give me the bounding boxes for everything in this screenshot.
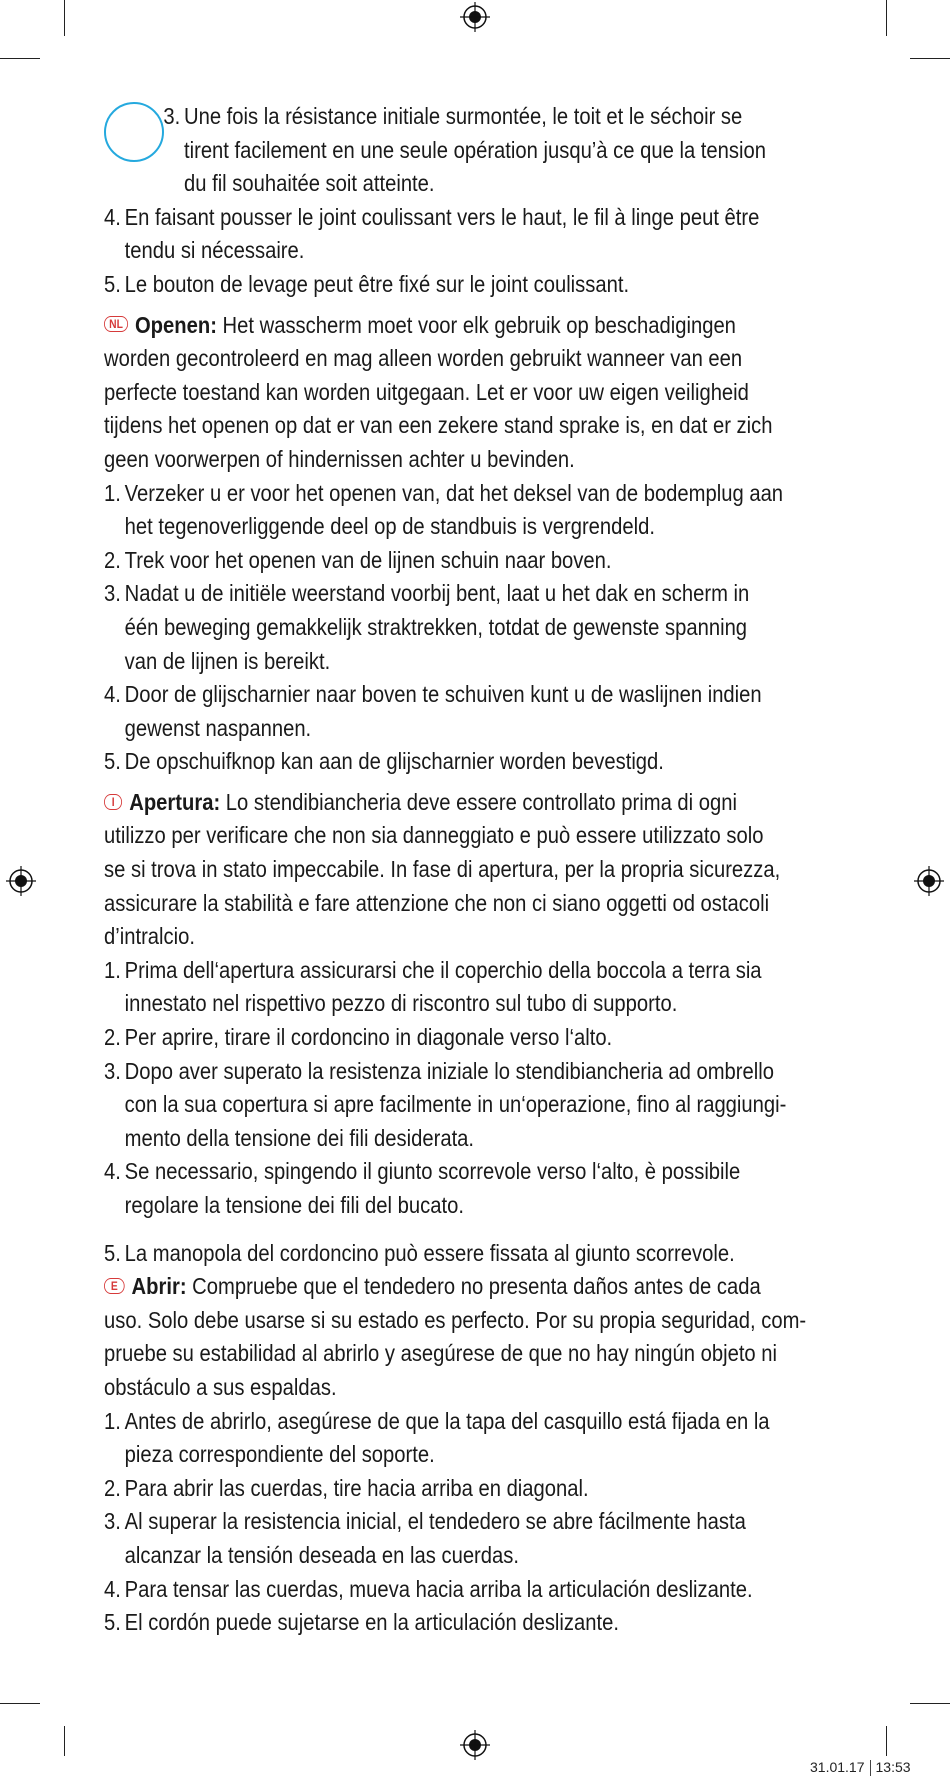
list-item [104, 268, 844, 302]
item-number: 3. [104, 1057, 121, 1084]
text-line: obstáculo a sus espaldas. [104, 1373, 337, 1400]
text-line: één beweging gemakkelijk straktrekken, totdat de gewenste spanning [124, 613, 748, 640]
item-number: 3. [104, 580, 121, 607]
text-line: Door de glijscharnier naar boven te schuiven kunt u de waslijnen indien [124, 681, 762, 708]
text-line: tirent facilement en une seule opération jusqu’à ce que la tension [183, 136, 766, 163]
fr-section [104, 100, 844, 201]
crop-mark [886, 1726, 887, 1756]
text-line: Se necessario, spingendo il giunto scorrevole verso l‘alto, è possibile [124, 1158, 741, 1185]
text-line: tijdens het openen op dat er van een zekere stand sprake is, en dat er zich [104, 412, 773, 439]
item-number: 1. [104, 956, 121, 983]
list-item [104, 577, 844, 678]
registration-mark-icon [460, 1730, 490, 1760]
text-line: regolare la tensione dei fili del bucato. [124, 1192, 464, 1218]
language-badge-it: I [104, 794, 122, 810]
section-heading: Apertura: [129, 788, 221, 815]
list-item [104, 678, 844, 745]
item-number: 5. [104, 270, 121, 297]
text-line: La manopola del cordoncino può essere fissata al giunto scorrevole. [124, 1239, 735, 1266]
text-line: De opschuifknop kan aan de glijscharnier worden bevestigd. [124, 748, 664, 775]
es-section [104, 1270, 844, 1640]
section-heading: Openen: [134, 311, 217, 338]
list-item [104, 745, 844, 779]
registration-mark-icon [6, 866, 36, 896]
item-number: 3. [163, 103, 181, 129]
list-item [104, 201, 844, 268]
text-line: El cordón puede sujetarse en la articulación deslizante. [124, 1609, 619, 1636]
item-number: 4. [104, 1575, 121, 1602]
footer-divider [870, 1760, 871, 1776]
list-item [104, 544, 844, 578]
text-line: se si trova in stato impeccabile. In fase di apertura, per la propria sicurezza, [104, 856, 781, 883]
list-item [104, 1472, 844, 1506]
text-line: Verzeker u er voor het openen van, dat het deksel van de bodemplug aan [124, 479, 784, 506]
list-item [104, 1606, 844, 1640]
text-line: du fil souhaitée soit atteinte. [183, 170, 435, 197]
text-line: utilizzo per verificare che non sia danneggiato e può essere utilizzato solo [104, 822, 764, 849]
list-item [104, 1505, 844, 1572]
list-item [104, 1155, 844, 1222]
item-number: 5. [104, 1609, 121, 1636]
text-line: Het wasscherm moet voor elk gebruik op beschadigingen [222, 311, 736, 338]
text-line: Al superar la resistencia inicial, el tendedero se abre fácilmente hasta [124, 1508, 746, 1535]
text-line: innestato nel rispettivo pezzo di riscontro sul tubo di supporto. [124, 990, 678, 1017]
item-number: 4. [104, 203, 121, 230]
item-number: 1. [104, 479, 121, 506]
text-line: assicurare la stabilità e fare attenzione che non ci siano oggetti od ostacoli [104, 889, 770, 916]
text-line: pruebe su estabilidad al abrirlo y asegúrese de que no hay ningún objeto ni [104, 1340, 778, 1367]
list-item [104, 1573, 844, 1607]
crop-mark [910, 1703, 950, 1704]
text-line: Trek voor het openen van de lijnen schuin naar boven. [124, 546, 612, 573]
crop-mark [910, 58, 950, 59]
registration-mark-icon [460, 2, 490, 32]
text-line: Para abrir las cuerdas, tire hacia arriba en diagonal. [124, 1474, 589, 1501]
text-line: perfecte toestand kan worden uitgegaan. Let er voor uw eigen veiligheid [104, 378, 749, 405]
item-number: 2. [104, 546, 121, 573]
text-line: uso. Solo debe usarse si su estado es perfecto. Por su propia seguridad, com- [104, 1306, 807, 1333]
text-line: tendu si nécessaire. [124, 237, 305, 264]
section-heading: Abrir: [131, 1273, 187, 1300]
text-line: Para tensar las cuerdas, mueva hacia arriba la articulación deslizante. [124, 1575, 753, 1602]
item-number: 1. [104, 1407, 121, 1434]
list-item [104, 1055, 844, 1156]
list-item [104, 954, 844, 1021]
list-item [104, 1021, 844, 1055]
crop-mark [0, 58, 40, 59]
text-line: Per aprire, tirare il cordoncino in diagonale verso l‘alto. [124, 1024, 613, 1051]
list-item [104, 1405, 844, 1472]
print-footer [810, 1759, 911, 1776]
crop-mark [0, 1703, 40, 1704]
text-line: Le bouton de levage peut être fixé sur le joint coulissant. [124, 270, 630, 297]
text-line: worden gecontroleerd en mag alleen worden gebruikt wanneer van een [104, 345, 743, 372]
text-line: En faisant pousser le joint coulissant vers le haut, le fil à linge peut être [124, 203, 760, 230]
text-line: het tegenoverliggende deel op de standbuis is vergrendeld. [124, 513, 655, 540]
crop-mark [64, 1726, 65, 1756]
item-number: 2. [104, 1474, 121, 1501]
text-line: gewenst naspannen. [124, 714, 312, 741]
text-line: Une fois la résistance initiale surmontée, le toit et le séchoir se [183, 103, 743, 129]
document-body [104, 100, 844, 1640]
item-number: 4. [104, 681, 121, 708]
item-number: 3. [104, 1508, 121, 1535]
language-badge-nl: NL [104, 316, 128, 332]
text-line: mento della tensione dei fili desiderata. [124, 1124, 475, 1151]
text-line: pieza correspondiente del soporte. [124, 1441, 435, 1468]
nl-section [104, 309, 844, 779]
item-number: 5. [104, 748, 121, 775]
text-line: Dopo aver superato la resistenza iniziale lo stendibiancheria ad ombrello [124, 1057, 774, 1084]
item-number: 5. [104, 1239, 121, 1266]
text-line: geen voorwerpen of hindernissen achter u bevinden. [104, 445, 575, 472]
list-item [163, 100, 843, 201]
text-line: d’intralcio. [104, 923, 195, 950]
text-line: Nadat u de initiële weerstand voorbij bent, laat u het dak en scherm in [124, 580, 750, 607]
text-line: Antes de abrirlo, asegúrese de que la tapa del casquillo está fijada en la [124, 1407, 770, 1434]
language-badge-es: E [104, 1278, 125, 1294]
text-line: van de lijnen is bereikt. [124, 647, 331, 674]
list-item [104, 477, 844, 544]
it-section [104, 786, 844, 1270]
crop-mark [64, 0, 65, 36]
item-number: 4. [104, 1158, 121, 1185]
print-time: 13:53 [875, 1759, 911, 1775]
text-line: Prima dell‘apertura assicurarsi che il coperchio della boccola a terra sia [124, 956, 762, 983]
print-date: 31.01.17 [810, 1759, 865, 1775]
text-line: Lo stendibiancheria deve essere controllato prima di ogni [225, 788, 737, 815]
text-line: alcanzar la tensión deseada en las cuerdas. [124, 1541, 520, 1568]
crop-mark [886, 0, 887, 36]
registration-mark-icon [914, 866, 944, 896]
text-line: Compruebe que el tendedero no presenta daños antes de cada [192, 1273, 761, 1300]
text-line: con la sua copertura si apre facilmente in un‘operazione, fino al raggiungi- [124, 1091, 787, 1118]
list-item [104, 1237, 844, 1271]
item-number: 2. [104, 1024, 121, 1051]
